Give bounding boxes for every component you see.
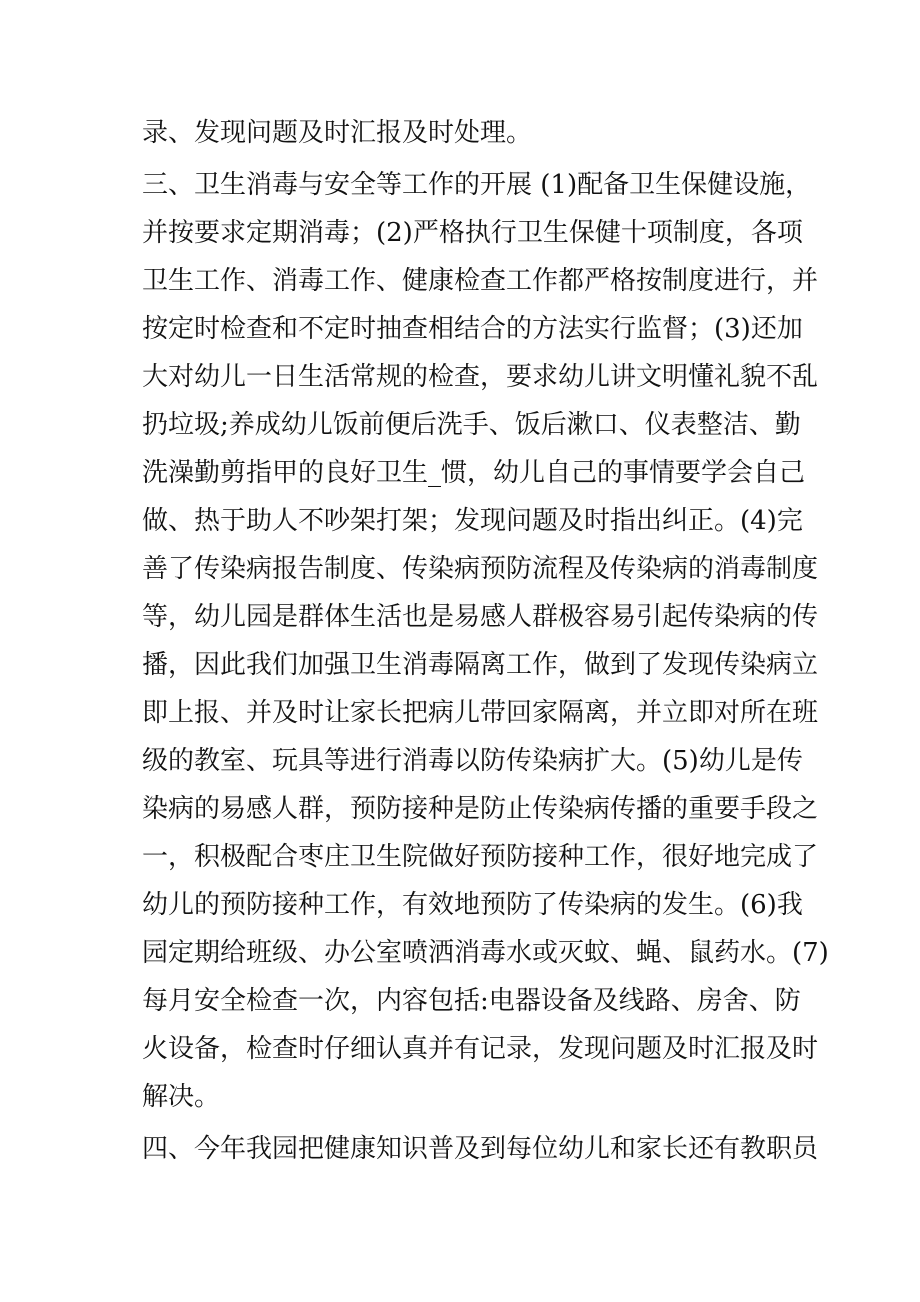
paragraph-line: 等，幼儿园是群体生活也是易感人群极容易引起传染病的传: [142, 602, 819, 632]
paragraph-line: 一，积极配合枣庄卫生院做好预防接种工作，很好地完成了: [142, 842, 819, 872]
paragraph-line: 播，因此我们加强卫生消毒隔离工作，做到了发现传染病立: [142, 650, 819, 680]
paragraph-line: 即上报、并及时让家长把病儿带回家隔离，并立即对所在班: [142, 698, 819, 728]
paragraph-line: 幼儿的预防接种工作，有效地预防了传染病的发生。(6)我: [142, 890, 803, 920]
section-three-heading-line: 三、卫生消毒与安全等工作的开展 (1)配备卫生保健设施，: [142, 170, 812, 200]
section-four-heading-line: 四、今年我园把健康知识普及到每位幼儿和家长还有教职员: [142, 1134, 819, 1164]
paragraph-line: 解决。: [142, 1082, 221, 1112]
paragraph-line: 园定期给班级、办公室喷洒消毒水或灭蚊、蝇、鼠药水。(7): [142, 938, 829, 968]
paragraph-line: 善了传染病报告制度、传染病预防流程及传染病的消毒制度: [142, 554, 819, 584]
paragraph-line: 卫生工作、消毒工作、健康检查工作都严格按制度进行，并: [142, 266, 819, 296]
paragraph-line: 洗澡勤剪指甲的良好卫生_惯，幼儿自己的事情要学会自己: [142, 458, 806, 488]
paragraph-line: 火设备，检查时仔细认真并有记录，发现问题及时汇报及时: [142, 1034, 819, 1064]
paragraph-line: 扔垃圾;养成幼儿饭前便后洗手、饭后漱口、仪表整洁、勤: [142, 410, 801, 440]
paragraph-line: 大对幼儿一日生活常规的检查，要求幼儿讲文明懂礼貌不乱: [142, 362, 819, 392]
paragraph-line: 按定时检查和不定时抽查相结合的方法实行监督；(3)还加: [142, 314, 803, 344]
paragraph-line: 染病的易感人群，预防接种是防止传染病传播的重要手段之: [142, 794, 819, 824]
paragraph-line: 每月安全检查一次，内容包括:电器设备及线路、房舍、防: [142, 986, 801, 1016]
paragraph-line: 级的教室、玩具等进行消毒以防传染病扩大。(5)幼儿是传: [142, 746, 803, 776]
paragraph-line: 并按要求定期消毒；(2)严格执行卫生保健十项制度，各项: [142, 218, 803, 248]
paragraph-line: 录、发现问题及时汇报及时处理。: [142, 118, 533, 148]
paragraph-line: 做、热于助人不吵架打架；发现问题及时指出纠正。(4)完: [142, 506, 803, 536]
